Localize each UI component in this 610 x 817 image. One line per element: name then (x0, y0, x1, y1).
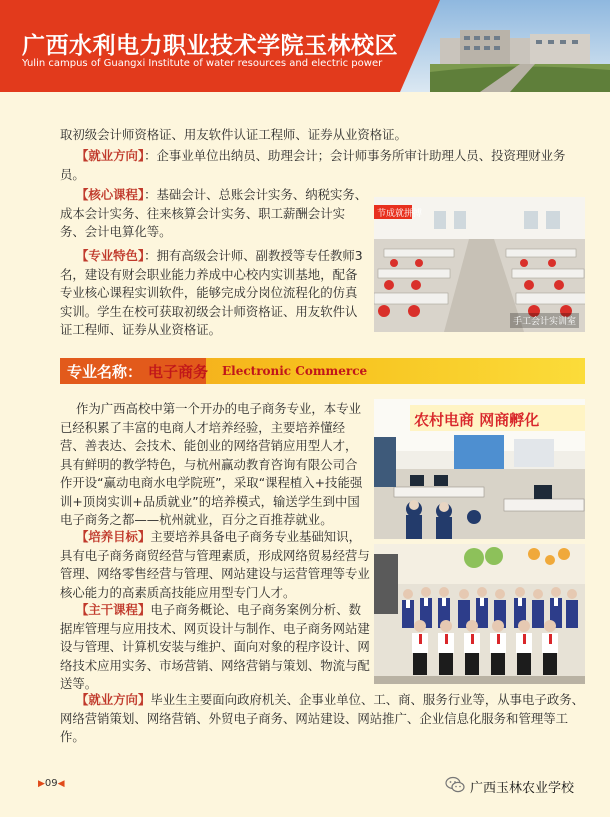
header-title: 广西水利电力职业技术学院玉林校区 (22, 33, 398, 59)
ecommerce-courses-label: 【主干课程】 (76, 602, 151, 617)
features-label: 【专业特色】 (76, 248, 145, 263)
major-name-english: Electronic Commerce (222, 364, 368, 378)
courses-text: ：基础会计、总账会计实务、纳税实务、成本会计实务、往来核算会计实务、职工薪酬会计实务、会计电算化等。 (60, 187, 368, 239)
major-name: 电子商务 (148, 363, 209, 381)
page-marker-left-icon: ▶ (38, 779, 45, 789)
accounting-lab-photo (374, 197, 585, 332)
photo-caption: 手工会计实训室 (510, 313, 579, 328)
ecommerce-courses (60, 601, 370, 694)
page-number-text: 09 (44, 778, 58, 789)
ecommerce-employment-text: 毕业生主要面向政府机关、企事业单位、工、商、服务行业等，从事电子政务、网络营销策划、网络营销、外贸电子商务、网站建设、网站推广、企业信息化服务和管理等工作。 (60, 692, 585, 744)
ecommerce-goal (60, 528, 370, 602)
accounting-courses (60, 186, 368, 242)
ecommerce-intro: 作为广西高校中第一个开办的电子商务专业，本专业已经积累了丰富的电商人才培养经验，主要培养懂经营、善表达、会技术、能创业的网络营销应用型人才，具有鲜明的教学特色，与杭州赢动教育咨询有限公司合作开设“赢动电商水电学院班”，采取“课程植入+技能强训+顶岗实训+品质就业”的培养模式，输送学生到中国电子商务之都——杭州就业，百分之百推荐就业。 (60, 401, 363, 527)
page-marker-right-icon: ◀ (57, 779, 65, 789)
employment-label: 【就业方向】 (76, 148, 145, 163)
features-text: ：拥有高级会计师、副教授等专任教师3名，建设有财会职业能力养成中心校内实训基地，配备专业核心课程实训软件，能够完成分岗位流程化的仿真实训。学生在校可获取初级会计师资格证、用友软件认证工程师、证券从业资格证。 (60, 248, 363, 337)
classroom-sign-text: 农村电商 网商孵化 (414, 411, 540, 429)
accounting-cert-line: 取初级会计师资格证、用友软件认证工程师、证券从业资格证。 (60, 127, 407, 142)
accounting-features (60, 247, 368, 340)
goal-label: 【培养目标】 (76, 529, 151, 544)
major-label: 专业名称： (67, 363, 143, 381)
employment-text: ：企事业单位出纳员、助理会计；会计师事务所审计助理人员、投资理财业务员。 (60, 148, 566, 182)
page-header (0, 0, 610, 92)
courses-label: 【核心课程】 (76, 187, 145, 202)
wechat-icon (445, 776, 465, 798)
header-subtitle: Yulin campus of Guangxi Institute of water resources and electric power (22, 58, 383, 69)
school-name: 广西玉林农业学校 (470, 781, 575, 796)
campus-photo (400, 0, 610, 92)
lab-sign-text: 节成就拼搏 (377, 209, 423, 219)
ecommerce-classroom-photo (374, 399, 585, 539)
ecommerce-employment (60, 691, 590, 747)
page-number (38, 778, 65, 789)
goal-text: 主要培养具备电子商务专业基础知识，具有电子商务商贸经营与管理素质，形成网络贸易经营与管理、网络零售经营与管理、网站建设与运营管理等专业核心能力的高素质高技能应用型专门人才。 (60, 529, 370, 600)
accounting-employment (60, 147, 590, 184)
ecommerce-employment-label: 【就业方向】 (76, 692, 151, 707)
ecommerce-courses-text: 电子商务概论、电子商务案例分析、数据库管理与应用技术、网页设计与制作、电子商务网站建设与管理、计算机安装与维护、面向对象的程序设计、网络技术应用实务、市场营销、网络营销与策划、物流与配送等。 (60, 602, 370, 691)
student-group-photo (374, 544, 585, 684)
